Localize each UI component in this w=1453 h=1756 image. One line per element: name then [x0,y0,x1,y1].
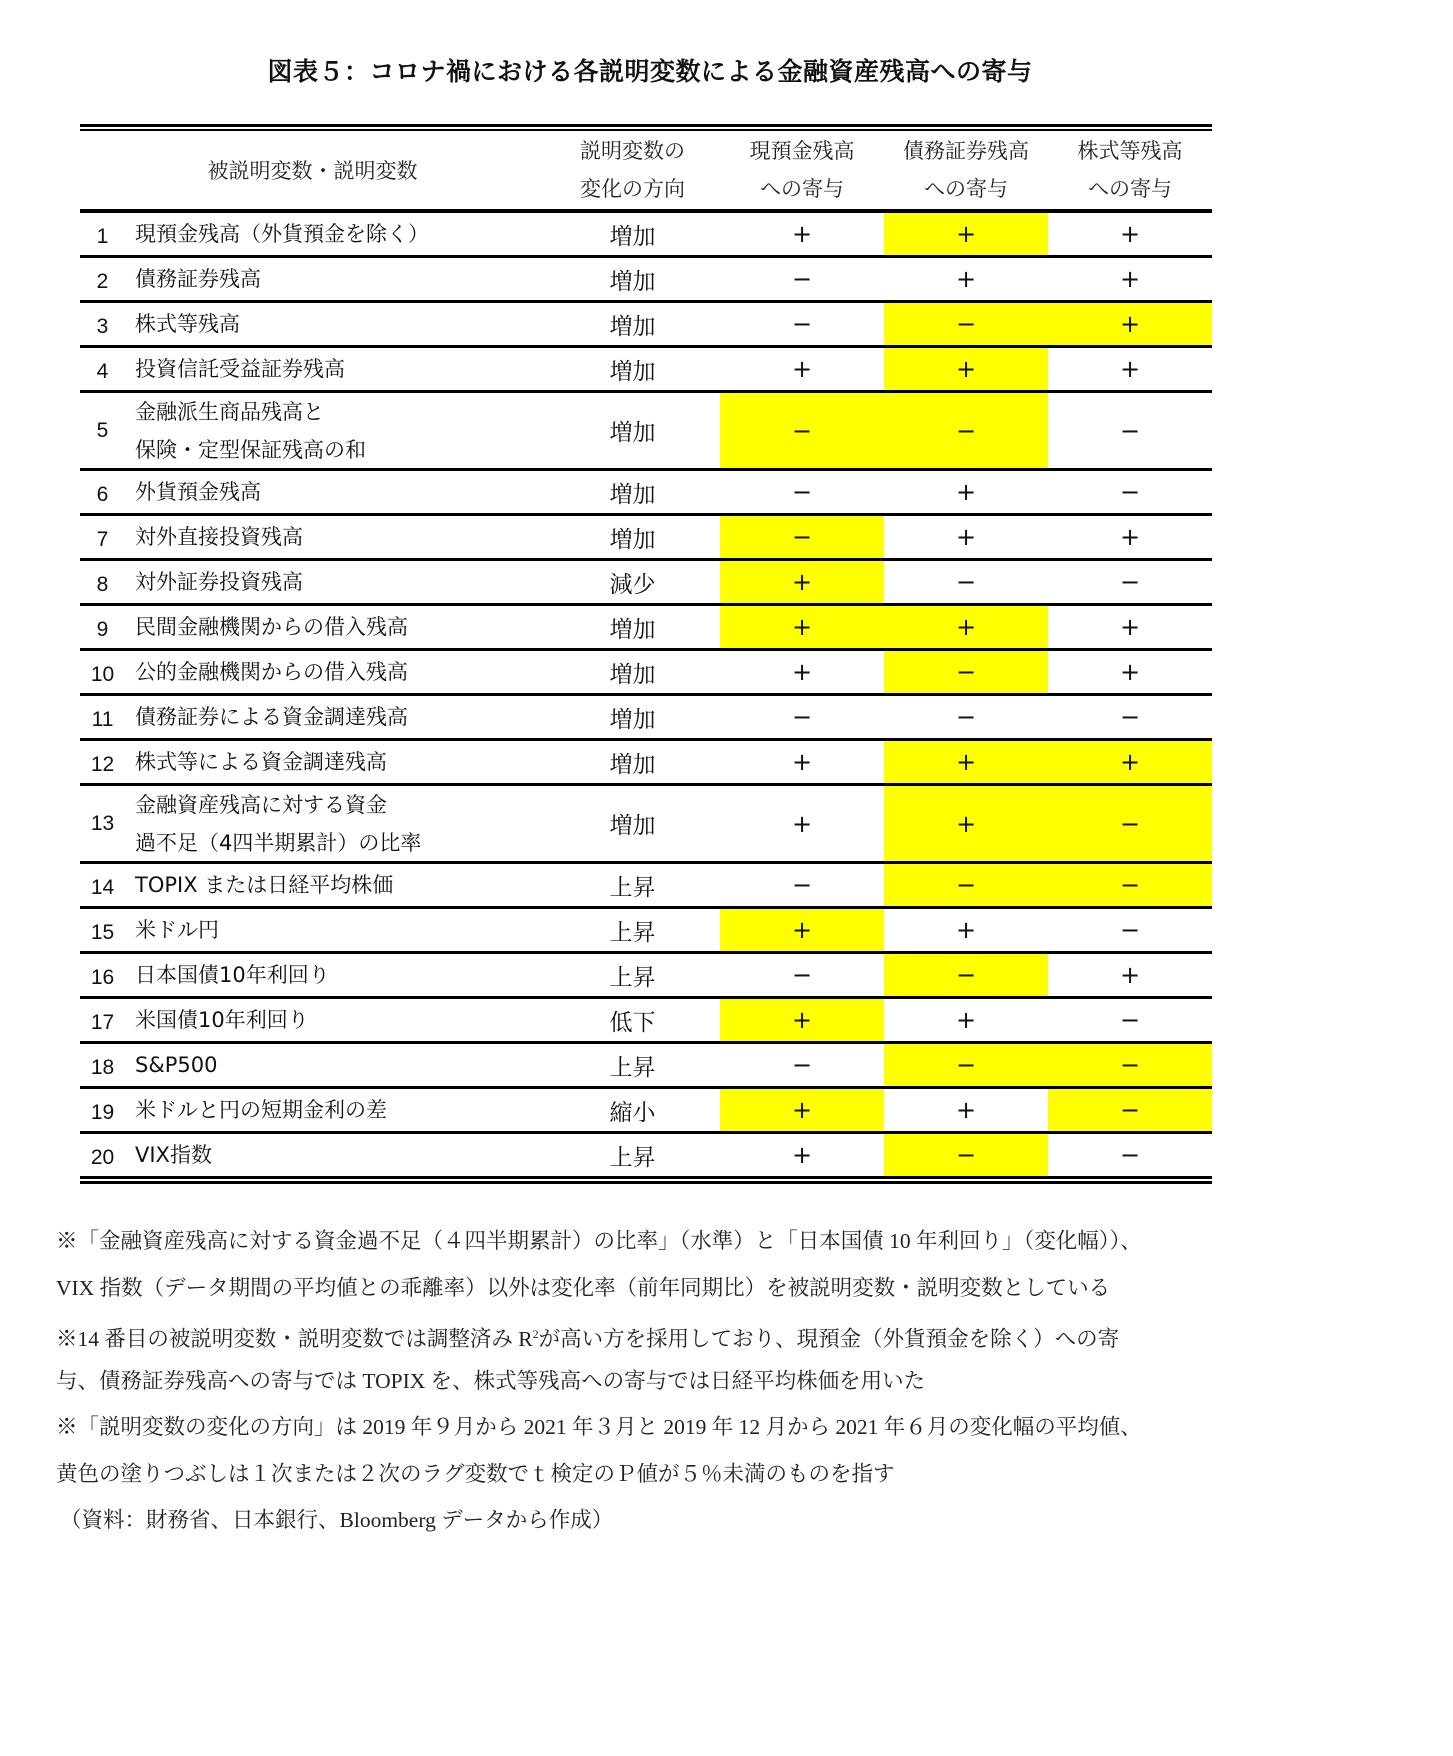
equity-contribution-sign: + [1048,741,1212,783]
row-number: 10 [90,663,115,686]
variable-label [125,1134,545,1176]
variable-label [125,999,545,1041]
row-number: 6 [96,483,109,506]
header-direction-line1: 説明変数の [580,139,685,163]
row-number: 3 [96,315,109,338]
equity-contribution-sign: + [1119,265,1141,293]
variable-label-line: 現預金残高（外貨預金を除く） [135,222,429,246]
cash-contribution-sign: + [720,909,884,951]
table-body [80,213,1212,1176]
cash-contribution-sign: − [791,265,813,293]
change-direction: 減少 [609,571,656,598]
table-row [80,1044,1212,1089]
row-number: 20 [90,1146,115,1169]
row-number: 11 [91,708,114,731]
variable-label-line: 対外証券投資残高 [135,570,303,594]
cash-contribution-sign: + [791,748,813,776]
variable-label [125,393,545,468]
variable-label-line: 過不足（4四半期累計）の比率 [135,830,422,855]
variable-label-line: 債務証券による資金調達残高 [135,705,408,729]
header-equity-contribution [1048,131,1212,209]
debt-contribution-sign: + [955,1006,977,1034]
header-cash-contribution [720,131,884,209]
debt-contribution-sign: − [884,393,1048,468]
row-number: 2 [96,270,109,293]
header-direction-line2: 変化の方向 [580,177,685,201]
change-direction: 増加 [609,706,656,733]
change-direction: 増加 [609,526,656,553]
variable-label-line: TOPIX または日経平均株価 [135,873,394,897]
cash-contribution-sign: + [720,606,884,648]
variable-label [125,471,545,513]
cash-contribution-sign: + [791,355,813,383]
footnote-text: が高い方を採用しており、現預金（外貨預金を除く）への寄 [538,1327,1120,1351]
variable-label-line: 株式等残高 [135,312,240,336]
table-row [80,1134,1212,1176]
debt-contribution-sign: + [884,741,1048,783]
row-number: 19 [90,1101,115,1124]
equity-contribution-sign: + [1048,303,1212,345]
debt-contribution-sign: + [884,348,1048,390]
debt-contribution-sign: + [884,213,1048,255]
table-row [80,741,1212,786]
variable-label [125,696,545,738]
variable-label-line: 保険・定型保証残高の和 [135,437,366,462]
equity-contribution-sign: − [1119,416,1141,445]
row-number: 5 [96,418,109,442]
change-direction: 増加 [609,481,656,508]
variable-label-line: 投資信託受益証券残高 [135,357,345,381]
footnote-line: ※「金融資産残高に対する資金過不足（４四半期累計）の比率」（水準）と「日本国債 10 年利回り」（変化幅））、 [56,1229,1142,1253]
variable-label-line: 外貨預金残高 [135,480,261,504]
cash-contribution-sign: − [791,961,813,989]
debt-contribution-sign: − [884,1134,1048,1176]
equity-contribution-sign: − [1119,478,1141,506]
cash-contribution-sign: + [791,809,813,838]
variable-label [125,561,545,603]
row-number: 9 [96,618,109,641]
variable-label-line: 民間金融機関からの借入残高 [135,615,408,639]
debt-contribution-sign: + [955,478,977,506]
variable-label [125,303,545,345]
cash-contribution-sign: + [720,1089,884,1131]
table-row [80,348,1212,393]
equity-contribution-sign: − [1119,1006,1141,1034]
equity-contribution-sign: − [1048,786,1212,861]
table-header [80,131,1212,213]
header-debt-line2: への寄与 [924,177,1008,201]
debt-contribution-sign: − [955,703,977,731]
change-direction: 上昇 [609,1054,656,1081]
variable-label [125,348,545,390]
variable-label [125,1044,545,1086]
table-row [80,786,1212,864]
variable-label-line: 金融資産残高に対する資金 [135,792,387,817]
debt-contribution-sign: − [884,1044,1048,1086]
variable-label-line: 金融派生商品残高と [135,399,324,424]
table-row [80,696,1212,741]
variable-label-line: VIX指数 [135,1143,212,1167]
variable-label [125,1089,545,1131]
change-direction: 低下 [609,1009,656,1036]
variable-label-line: 株式等による資金調達残高 [135,750,387,774]
row-number: 1 [96,225,109,248]
footnote-text: ※14 番目の被説明変数・説明変数では調整済み R [56,1327,533,1351]
variable-label [125,864,545,906]
row-number: 14 [90,876,115,899]
change-direction: 増加 [609,420,656,446]
debt-contribution-sign: − [884,864,1048,906]
row-number: 7 [96,528,109,551]
variable-label-line: 米ドルと円の短期金利の差 [135,1098,387,1122]
variable-label [125,258,545,300]
variable-label-line: 米ドル円 [135,918,219,942]
debt-contribution-sign: − [884,954,1048,996]
table-row [80,651,1212,696]
equity-contribution-sign: − [1048,1089,1212,1131]
header-cash-line2: への寄与 [760,177,844,201]
equity-contribution-sign: − [1119,916,1141,944]
equity-contribution-sign: + [1119,658,1141,686]
row-number: 17 [90,1011,115,1034]
change-direction: 増加 [609,223,656,250]
equity-contribution-sign: − [1119,568,1141,596]
variable-label [125,909,545,951]
equity-contribution-sign: + [1119,961,1141,989]
change-direction: 縮小 [609,1099,656,1126]
cash-contribution-sign: + [791,658,813,686]
table-row [80,1089,1212,1134]
variable-label [125,954,545,996]
row-number: 13 [90,811,115,835]
table-row [80,471,1212,516]
equity-contribution-sign: + [1119,355,1141,383]
cash-contribution-sign: − [791,1051,813,1079]
row-number: 8 [96,573,109,596]
equity-contribution-sign: − [1119,1141,1141,1169]
debt-contribution-sign: − [884,303,1048,345]
change-direction: 上昇 [609,874,656,901]
header-debt-line1: 債務証券残高 [903,139,1029,163]
variable-label-line: 対外直接投資残高 [135,525,303,549]
equity-contribution-sign: − [1119,703,1141,731]
table-row [80,954,1212,999]
change-direction: 上昇 [609,1144,656,1171]
table-row [80,258,1212,303]
cash-contribution-sign: − [720,516,884,558]
header-direction [545,131,720,209]
cash-contribution-sign: − [791,703,813,731]
table-row [80,516,1212,561]
table-row [80,864,1212,909]
debt-contribution-sign: − [884,651,1048,693]
change-direction: 増加 [609,661,656,688]
footnotes [56,1218,1296,1544]
superscript-2: 2 [532,1327,539,1341]
table-row [80,393,1212,471]
row-number: 16 [90,966,115,989]
debt-contribution-sign: + [955,265,977,293]
variable-label [125,606,545,648]
variable-label [125,741,545,783]
variable-label-line: 米国債10年利回り [135,1008,309,1032]
change-direction: 増加 [609,616,656,643]
debt-contribution-sign: − [955,568,977,596]
header-cash-line1: 現預金残高 [749,139,855,163]
change-direction: 増加 [609,751,656,778]
footnote-line: VIX 指数（データ期間の平均値との乖離率）以外は変化率（前年同期比）を被説明変数・説明変数としている [56,1275,1111,1300]
equity-contribution-sign: − [1048,1044,1212,1086]
cash-contribution-sign: + [791,1141,813,1169]
change-direction: 上昇 [609,964,656,991]
change-direction: 増加 [609,313,656,340]
variable-label [125,651,545,693]
change-direction: 増加 [609,358,656,385]
debt-contribution-sign: + [955,1096,977,1124]
footnote-line [56,1311,1296,1358]
cash-contribution-sign: − [791,871,813,899]
figure-title: 図表５：コロナ禍における各説明変数による金融資産残高への寄与 [267,58,1033,86]
equity-contribution-sign: + [1119,220,1141,248]
header-debt-contribution [884,131,1048,209]
equity-contribution-sign: + [1119,613,1141,641]
table-row [80,213,1212,258]
change-direction: 増加 [609,268,656,295]
variable-label-line: 日本国債10年利回り [135,963,330,987]
row-number: 4 [96,360,109,383]
variable-label [125,213,545,255]
equity-contribution-sign: + [1119,523,1141,551]
change-direction: 上昇 [609,919,656,946]
debt-contribution-sign: + [884,606,1048,648]
header-equity-line1: 株式等残高 [1077,139,1183,163]
row-number: 18 [90,1056,115,1079]
row-number: 12 [90,753,115,776]
table-row [80,561,1212,606]
variable-label-line: S&P500 [135,1053,218,1077]
table-row [80,303,1212,348]
cash-contribution-sign: + [720,999,884,1041]
cash-contribution-sign: − [791,478,813,506]
contribution-table [80,124,1212,1184]
table-row [80,909,1212,954]
variable-label [125,516,545,558]
footnote-line: （資料：財務省、日本銀行、Bloomberg データから作成） [60,1508,614,1532]
table-bottom-rule-inner [80,1181,1212,1184]
debt-contribution-sign: + [884,786,1048,861]
variable-label [125,786,545,861]
change-direction: 増加 [609,813,656,839]
variable-label-line: 公的金融機関からの借入残高 [135,660,408,684]
cash-contribution-sign: − [791,310,813,338]
header-equity-line2: への寄与 [1088,177,1172,201]
footnote-line: 黄色の塗りつぶしは１次または２次のラグ変数でｔ検定のＰ値が５％未満のものを指す [56,1461,895,1486]
table-row [80,999,1212,1044]
cash-contribution-sign: − [720,393,884,468]
equity-contribution-sign: − [1048,864,1212,906]
debt-contribution-sign: + [955,916,977,944]
cash-contribution-sign: + [791,220,813,248]
footnote-line: ※「説明変数の変化の方向」は 2019 年９月から 2021 年３月と 2019 年 12 月から 2021 年６月の変化幅の平均値、 [56,1415,1142,1439]
header-variable: 被説明変数・説明変数 [207,159,418,183]
variable-label-line: 債務証券残高 [135,267,261,291]
row-number: 15 [90,921,115,944]
footnote-line: 与、債務証券残高への寄与では TOPIX を、株式等残高への寄与では日経平均株価を用いた [56,1368,926,1393]
cash-contribution-sign: + [720,561,884,603]
table-row [80,606,1212,651]
debt-contribution-sign: + [955,523,977,551]
